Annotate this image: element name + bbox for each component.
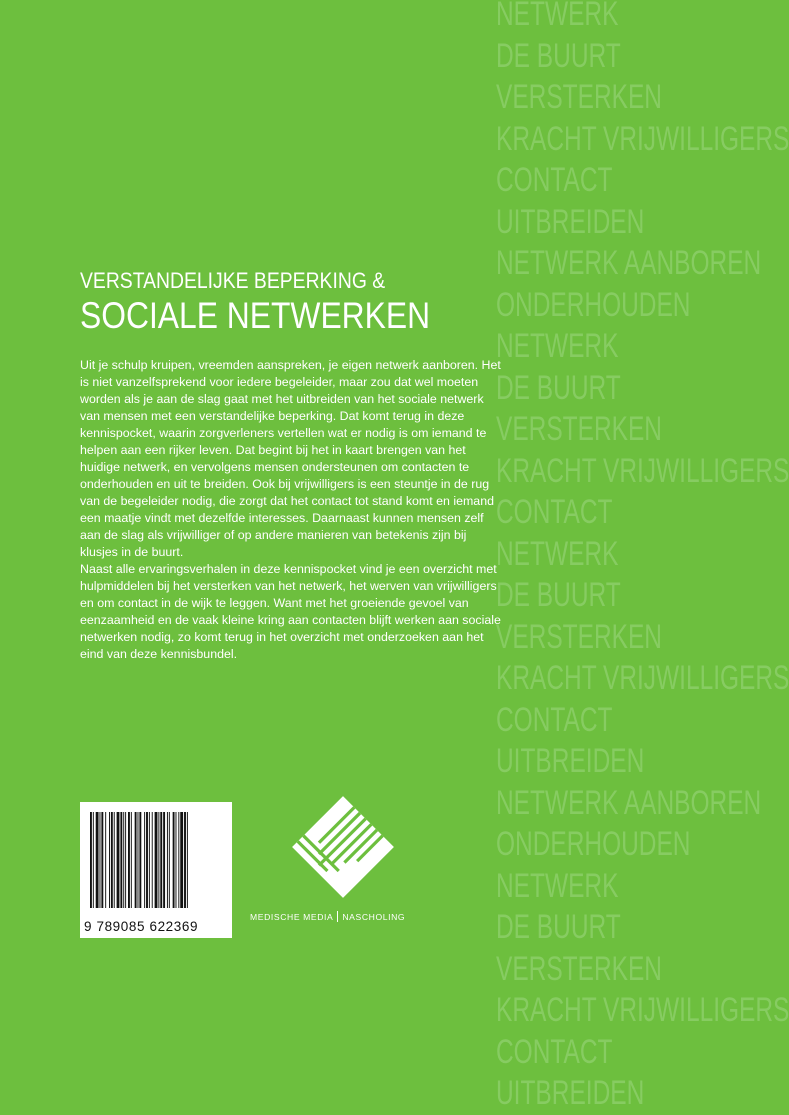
barcode-bar bbox=[101, 812, 103, 908]
watermark-word: KRACHT VRIJWILLIGERS bbox=[496, 659, 789, 697]
publisher-name-right: NASCHOLING bbox=[342, 912, 406, 922]
barcode-bar bbox=[120, 812, 122, 908]
watermark-word: VERSTERKEN bbox=[496, 617, 662, 656]
watermark-word: NETWERK bbox=[496, 534, 619, 573]
barcode-bar bbox=[184, 812, 186, 908]
barcode-bar bbox=[125, 812, 126, 908]
publisher-logo bbox=[291, 795, 395, 904]
blurb-paragraph-2: Naast alle ervaringsverhalen in deze kennispocket vind je een overzicht met hulpmiddelen bij het versterken van het netwerk, het werven van vrijwilligers en om contact in de wijk te leggen. Want met het groeiende gevoel van eenzaamheid en de vaak kleine kring aan contacten blijft werken aan sociale netwerken nodig, zo komt terug in het overzicht met onderzoeken aan het eind van deze kennisbundel. bbox=[80, 562, 501, 661]
barcode-bar bbox=[149, 812, 150, 908]
watermark-word: KRACHT VRIJWILLIGERS bbox=[496, 991, 789, 1029]
barcode-bar bbox=[173, 812, 175, 908]
barcode-bar bbox=[180, 812, 183, 908]
barcode-bar bbox=[109, 812, 110, 908]
barcode-bar bbox=[144, 812, 145, 908]
watermark-word: ONDERHOUDEN bbox=[496, 825, 691, 863]
barcode-bar bbox=[160, 812, 162, 908]
watermark-word: CONTACT bbox=[496, 1032, 613, 1071]
barcode-bar bbox=[155, 812, 158, 908]
barcode-bar bbox=[96, 812, 99, 908]
watermark-word: NETWERK AANBOREN bbox=[496, 783, 762, 822]
watermark-word: DE BUURT bbox=[496, 908, 621, 946]
barcode-bar bbox=[138, 812, 139, 908]
barcode-bar bbox=[131, 812, 132, 908]
barcode-bar bbox=[178, 812, 179, 908]
watermark-word: NETWERK AANBOREN bbox=[496, 244, 762, 282]
barcode-bars bbox=[90, 812, 222, 908]
watermark-word: CONTACT bbox=[496, 700, 613, 739]
barcode-bar bbox=[152, 812, 153, 908]
isbn-number: 9 789085 622369 bbox=[84, 919, 199, 934]
watermark-word: UITBREIDEN bbox=[496, 742, 645, 780]
barcode-bar bbox=[135, 812, 137, 908]
barcode-bar bbox=[93, 812, 94, 908]
barcode-bar bbox=[176, 812, 177, 908]
barcode-bar bbox=[146, 812, 148, 908]
watermark-word: VERSTERKEN bbox=[496, 949, 662, 988]
watermark-word: VERSTERKEN bbox=[496, 410, 662, 448]
watermark-word-column bbox=[496, 0, 789, 1115]
publisher-name bbox=[250, 911, 440, 922]
watermark-word: NETWERK bbox=[496, 866, 619, 905]
barcode-bar bbox=[163, 812, 165, 908]
watermark-word: UITBREIDEN bbox=[496, 202, 645, 241]
blurb-paragraph-1: Uit je schulp kruipen, vreemden aanspreken, je eigen netwerk aanboren. Het is niet vanzelfsprekend voor iedere begeleider, maar zou dat wel moeten worden als je aan de slag gaat met het uitbreiden van het sociale netwerk van mensen met een verstandelijke beperking. Dat komt terug in deze kennispocket, waarin zorgverleners vertellen wat er nodig is om iemand te helpen aan een rijker leven. Dat begint bij het in kaart brengen van het huidige netwerk, en vervolgens mensen ondersteunen om contacten te onderhouden en uit te breiden. Ook bij vrijwilligers is een steuntje in de rug van de begeleider nodig, die zorgt dat het contact tot stand komt en iemand een maatje vindt met dezelfde interesses. Daarnaast kunnen mensen zelf aan de slag als vrijwilliger of op andere manieren van betekenis zijn bij klusjes in de buurt. bbox=[80, 358, 501, 559]
blurb-text bbox=[80, 357, 505, 663]
barcode-bar bbox=[100, 812, 101, 908]
barcode-bar bbox=[123, 812, 124, 908]
barcode-bar bbox=[167, 812, 168, 908]
watermark-word: UITBREIDEN bbox=[496, 1074, 645, 1112]
watermark-word: DE BUURT bbox=[496, 368, 621, 407]
barcode-bar bbox=[169, 812, 170, 908]
barcode-bar bbox=[114, 812, 115, 908]
watermark-word: ONDERHOUDEN bbox=[496, 285, 691, 324]
publisher-name-left: MEDISCHE MEDIA bbox=[250, 912, 334, 922]
cover-title: SOCIALE NETWERKEN bbox=[80, 295, 431, 336]
barcode-bar bbox=[139, 812, 141, 908]
barcode-bar bbox=[187, 812, 188, 908]
watermark-word: NETWERK bbox=[496, 327, 619, 365]
barcode-bar bbox=[158, 812, 159, 908]
cover-heading bbox=[80, 268, 487, 336]
watermark-word: VERSTERKEN bbox=[496, 78, 662, 116]
barcode-bar bbox=[90, 812, 92, 908]
watermark-word: KRACHT VRIJWILLIGERS bbox=[496, 119, 789, 158]
watermark-word: KRACHT VRIJWILLIGERS bbox=[496, 451, 789, 490]
watermark-word: DE BUURT bbox=[496, 576, 621, 614]
isbn-barcode bbox=[80, 802, 232, 938]
publisher-logo-icon bbox=[291, 795, 395, 899]
barcode-bar bbox=[117, 812, 120, 908]
barcode-bar bbox=[128, 812, 130, 908]
barcode-bar bbox=[111, 812, 113, 908]
watermark-word: CONTACT bbox=[496, 493, 613, 531]
watermark-word: DE BUURT bbox=[496, 36, 621, 75]
publisher-separator bbox=[337, 911, 338, 922]
cover-subtitle: VERSTANDELIJKE BEPERKING & bbox=[80, 268, 386, 293]
watermark-word: CONTACT bbox=[496, 161, 613, 199]
barcode-bar bbox=[105, 812, 106, 908]
watermark-word: NETWERK bbox=[496, 0, 619, 33]
